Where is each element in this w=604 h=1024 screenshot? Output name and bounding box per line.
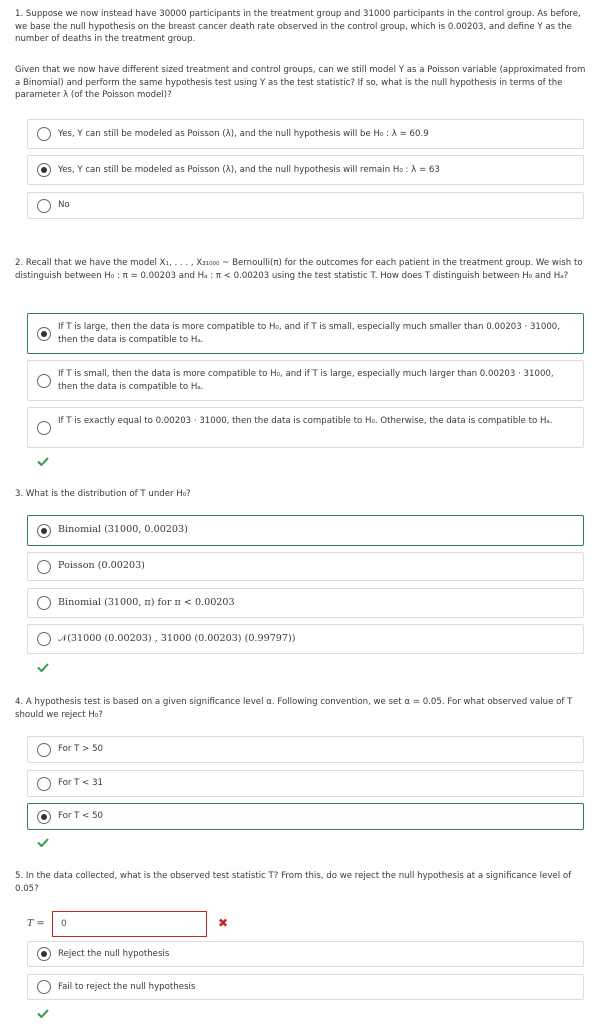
option-label: Poisson (0.00203): [58, 560, 145, 572]
q4-option-3[interactable]: [27, 803, 584, 830]
q3-option-4[interactable]: [27, 624, 584, 654]
radio-button[interactable]: [37, 127, 51, 141]
radio-button-selected[interactable]: [37, 327, 51, 341]
question-1-prompt: 1. Suppose we now instead have 30000 participants in the treatment group and 31000 participants in the control group. As before, we base the null hypothesis on the breast cancer death rate observed in the control group, which is 0.00203, and define Y as the number of deaths in the treatment group.: [15, 9, 581, 44]
option-label: Binomial (31000, 0.00203): [58, 524, 188, 536]
radio-button[interactable]: [37, 777, 51, 791]
option-label: Yes, Y can still be modeled as Poisson (λ), and the null hypothesis will be H₀ : λ = 60.9: [58, 128, 429, 139]
question-5-prompt: 5. In the data collected, what is the observed test statistic T? From this, do we reject the null hypothesis at a significance level of 0.05?: [15, 871, 572, 894]
option-label: For T < 31: [58, 778, 104, 789]
radio-button[interactable]: [37, 421, 51, 435]
option-label: If T is exactly equal to 0.00203 · 31000, then the data is compatible to H₀. Otherwise, the data is compatible to Hₐ.: [58, 416, 553, 426]
option-label: Fail to reject the null hypothesis: [58, 981, 196, 992]
radio-button[interactable]: [37, 596, 51, 610]
radio-button[interactable]: [37, 632, 51, 646]
q2-option-1[interactable]: [27, 313, 584, 354]
q1-option-1[interactable]: [27, 119, 584, 149]
q5-option-2[interactable]: [27, 974, 584, 1000]
radio-button-selected[interactable]: [37, 947, 51, 961]
question-3-prompt: 3. What is the distribution of T under H₀?: [15, 489, 191, 499]
radio-button-selected[interactable]: [37, 163, 51, 177]
radio-button[interactable]: [37, 560, 51, 574]
option-label: No: [58, 200, 70, 211]
correct-check-icon: [37, 457, 49, 466]
q1-option-2[interactable]: [27, 155, 584, 185]
option-label: 𝒩(31000 (0.00203) , 31000 (0.00203) (0.99797)): [58, 632, 296, 644]
option-label: For T < 50: [58, 811, 104, 822]
q2-option-3[interactable]: [27, 407, 584, 448]
q1-option-3[interactable]: [27, 192, 584, 219]
t-value-input[interactable]: 0: [52, 911, 207, 937]
radio-button[interactable]: [37, 374, 51, 388]
q4-option-2[interactable]: [27, 770, 584, 797]
q3-option-1[interactable]: [27, 515, 584, 546]
option-label: Binomial (31000, π) for π < 0.00203: [58, 596, 235, 608]
radio-button[interactable]: [37, 980, 51, 994]
option-label: Yes, Y can still be modeled as Poisson (λ), and the null hypothesis will remain H₀ : λ = 63: [58, 164, 440, 175]
option-label: If T is large, then the data is more compatible to H₀, and if T is small, especially much smaller than 0.00203 · 31000, then the data is compatible to Hₐ.: [58, 322, 561, 345]
radio-button-selected[interactable]: [37, 810, 51, 824]
q5-option-1[interactable]: [27, 941, 584, 967]
q2-option-2[interactable]: [27, 360, 584, 401]
incorrect-x-icon: ✖: [218, 916, 229, 930]
question-1-prompt-2: Given that we now have different sized treatment and control groups, can we still model Y as a Poisson variable (approximated from a Binomial) and perform the same hypothesis test using Y as the test statistic? If so, what is the null hypothesis in terms of the parameter λ (of the Poisson model)?: [15, 65, 586, 100]
t-input-label: T =: [27, 918, 45, 929]
option-label: If T is small, then the data is more compatible to H₀, and if T is large, especially much larger than 0.00203 · 31000, then the data is compatible to Hₐ.: [58, 369, 554, 392]
q4-option-1[interactable]: [27, 736, 584, 763]
radio-button[interactable]: [37, 199, 51, 213]
correct-check-icon: [37, 838, 49, 847]
question-2-prompt: 2. Recall that we have the model X₁, . . . , X₃₁₀₀₀ ~ Bernoulli(π) for the outcomes for each patient in the treatment group. We wish to distinguish between H₀ : π = 0.00203 and Hₐ : π < 0.00203 using the test statistic T. How does T distinguish between H₀ and Hₐ?: [15, 258, 583, 281]
option-label: For T > 50: [58, 744, 104, 755]
correct-check-icon: [37, 663, 49, 672]
radio-button-selected[interactable]: [37, 524, 51, 538]
option-label: Reject the null hypothesis: [58, 948, 170, 959]
question-4-prompt: 4. A hypothesis test is based on a given significance level α. Following convention, we set α = 0.05. For what observed value of T should we reject H₀?: [15, 697, 573, 720]
q3-option-3[interactable]: [27, 588, 584, 618]
radio-button[interactable]: [37, 743, 51, 757]
correct-check-icon: [37, 1009, 49, 1018]
q3-option-2[interactable]: [27, 552, 584, 581]
